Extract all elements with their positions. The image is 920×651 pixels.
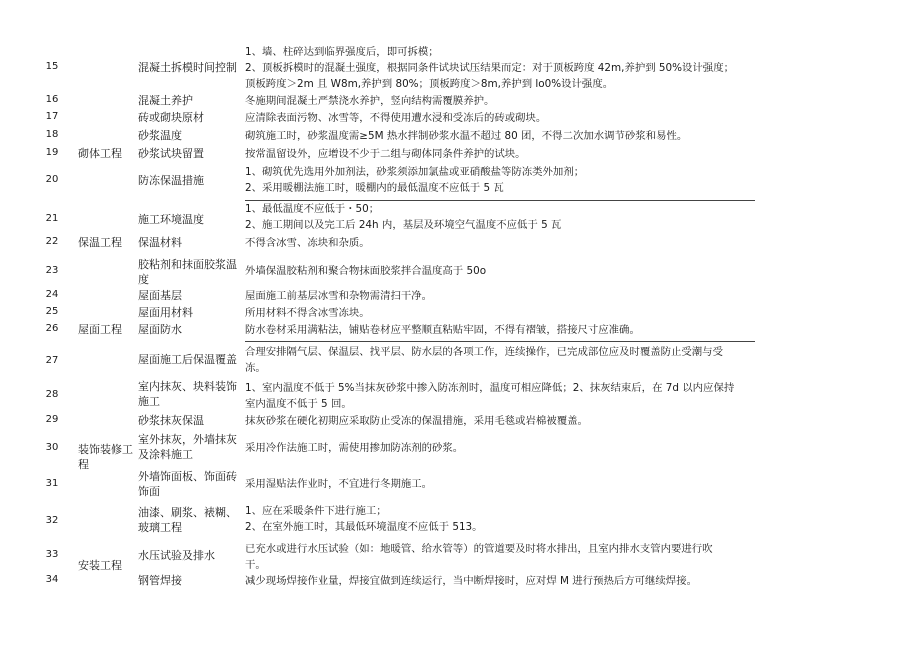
description-cell bbox=[245, 380, 785, 412]
item-cell: 防冻保温措施 bbox=[138, 174, 204, 187]
row-number: 30 bbox=[45, 442, 59, 453]
category-cell: 砌体工程 bbox=[78, 147, 122, 160]
description-cell bbox=[245, 322, 785, 338]
description-cell bbox=[245, 413, 785, 429]
description-cell bbox=[245, 44, 785, 92]
row-number: 33 bbox=[45, 549, 59, 560]
row-number: 31 bbox=[45, 478, 59, 489]
row-number: 15 bbox=[45, 61, 59, 72]
description-cell bbox=[245, 263, 785, 279]
description-cell bbox=[245, 476, 785, 492]
table-row bbox=[0, 413, 920, 431]
item-cell: 钢管焊接 bbox=[138, 574, 182, 587]
item-cell: 外墙饰面板、饰面砖饰面 bbox=[138, 470, 237, 498]
item-cell: 水压试验及排水 bbox=[138, 549, 215, 562]
table-row bbox=[0, 128, 920, 146]
category-cell: 保温工程 bbox=[78, 236, 122, 249]
description-line: 干。 bbox=[245, 559, 266, 571]
description-line: 冬施期间混凝土严禁浇水养护，竖向结构需覆膜养护。 bbox=[245, 95, 495, 107]
row-number: 29 bbox=[45, 414, 59, 425]
description-line: 2、施工期间以及完工后 24h 内，基层及环境空气温度不应低于 5 瓦 bbox=[245, 219, 562, 231]
description-cell bbox=[245, 305, 785, 321]
description-line: 2、在室外施工时，其最低环境温度不应低于 513。 bbox=[245, 521, 483, 533]
item-cell: 屋面防水 bbox=[138, 323, 182, 336]
description-line: 已充水或进行水压试验（如：地暖管、给水管等）的管道要及时将水排出，且室内排水支管内要进行吹 bbox=[245, 543, 713, 555]
description-line: 减少现场焊接作业量，焊接宜做到连续运行，当中断焊接时，应对焊 M 进行预热后方可继续焊接。 bbox=[245, 575, 697, 587]
row-number: 20 bbox=[45, 174, 59, 185]
description-line: 采用冷作法施工时，需使用掺加防冻剂的砂浆。 bbox=[245, 442, 464, 454]
table-row bbox=[0, 110, 920, 128]
row-number: 23 bbox=[45, 265, 59, 276]
table-row bbox=[0, 344, 920, 378]
description-line: 室内温度不低于 5 回。 bbox=[245, 398, 352, 410]
item-cell: 砖或砌块原材 bbox=[138, 111, 204, 124]
description-cell bbox=[245, 110, 785, 126]
description-cell bbox=[245, 235, 785, 251]
category-cell: 安装工程 bbox=[78, 559, 122, 572]
item-cell: 砂浆抹灰保温 bbox=[138, 414, 204, 427]
item-cell: 室外抹灰，外墙抹灰及涂料施工 bbox=[138, 433, 237, 461]
divider-line bbox=[245, 341, 755, 342]
description-line: 采用湿贴法作业时，不宜进行冬期施工。 bbox=[245, 478, 433, 490]
row-number: 28 bbox=[45, 389, 59, 400]
category-cell: 屋面工程 bbox=[78, 323, 122, 336]
row-number: 34 bbox=[45, 574, 59, 585]
table-row bbox=[0, 288, 920, 305]
row-number: 19 bbox=[45, 147, 59, 158]
description-cell bbox=[245, 573, 785, 589]
table-row bbox=[0, 573, 920, 591]
category-cell: 装饰装修工程 bbox=[78, 443, 133, 471]
description-line: 应清除表面污物、冰雪等，不得使用遭水浸和受冻后的砖或砌块。 bbox=[245, 112, 547, 124]
table-row bbox=[0, 431, 920, 471]
row-number: 21 bbox=[45, 213, 59, 224]
description-line: 防水卷材采用满粘法，铺贴卷材应平整顺直粘贴牢固，不得有褶皱，搭接尺寸应准确。 bbox=[245, 324, 640, 336]
description-line: 抹灰砂浆在硬化初期应采取防止受冻的保温措施，采用毛毯或岩棉被覆盖。 bbox=[245, 415, 588, 427]
item-cell: 屋面施工后保温覆盖 bbox=[138, 353, 237, 366]
description-line: 2、采用暖棚法施工时，暖棚内的最低温度不应低于 5 瓦 bbox=[245, 182, 504, 194]
description-cell bbox=[245, 146, 785, 162]
item-cell: 砂浆温度 bbox=[138, 129, 182, 142]
description-line: 不得含冰雪、冻块和杂质。 bbox=[245, 237, 370, 249]
table-row bbox=[0, 235, 920, 255]
table-row bbox=[0, 467, 920, 501]
description-cell bbox=[245, 128, 785, 144]
row-number: 22 bbox=[45, 236, 59, 247]
row-number: 26 bbox=[45, 323, 59, 334]
description-line: 外墙保温胶粘剂和聚合物抹面胶浆拌合温度高于 50o bbox=[245, 265, 487, 277]
description-line: 1、室内温度不低于 5%当抹灰砂浆中掺入防冻剂时，温度可相应降低；2、抹灰结束后，在 7d 以内应保持 bbox=[245, 382, 735, 394]
table-row bbox=[0, 164, 920, 200]
description-line: 砌筑施工时，砂浆温度需≥5M 热水拌制砂浆水温不超过 80 团，不得二次加水调节砂浆和易性。 bbox=[245, 130, 688, 142]
description-cell bbox=[245, 344, 785, 376]
description-line: 按常温留设外，应增设不少于二组与砌体同条件养护的试块。 bbox=[245, 148, 526, 160]
item-cell: 屋面基层 bbox=[138, 289, 182, 302]
row-number: 17 bbox=[45, 111, 59, 122]
description-cell bbox=[245, 164, 785, 196]
table-row bbox=[0, 502, 920, 538]
row-number: 32 bbox=[45, 515, 59, 526]
row-number: 27 bbox=[45, 355, 59, 366]
table-row bbox=[0, 201, 920, 235]
table-row bbox=[0, 93, 920, 110]
table-row bbox=[0, 305, 920, 322]
item-cell: 施工环境温度 bbox=[138, 213, 204, 226]
item-cell: 砂浆试块留置 bbox=[138, 147, 204, 160]
row-number: 16 bbox=[45, 94, 59, 105]
description-line: 1、应在采暖条件下进行施工； bbox=[245, 505, 387, 517]
item-cell: 胶粘剂和抹面胶浆温度 bbox=[138, 258, 237, 286]
table-row bbox=[0, 44, 920, 94]
description-line: 冻。 bbox=[245, 362, 266, 374]
item-cell: 保温材料 bbox=[138, 236, 182, 249]
table-row bbox=[0, 146, 920, 164]
description-line: 1、墙、柱碎达到临界强度后，即可拆模； bbox=[245, 46, 439, 58]
description-line: 1、砌筑优先选用外加剂法，砂浆须添加氯盐或亚硝酸盐等防冻类外加剂； bbox=[245, 166, 585, 178]
table-row bbox=[0, 378, 920, 412]
description-line: 屋面施工前基层冰雪和杂物需清扫干净。 bbox=[245, 290, 433, 302]
description-cell bbox=[245, 93, 785, 109]
description-line: 顶板跨度＞2m 且 W8m,养护到 80%；顶板跨度＞8m,养护到 lo0%设计强度。 bbox=[245, 78, 614, 90]
item-cell: 油漆、刷浆、裱糊、玻璃工程 bbox=[138, 506, 237, 534]
description-cell bbox=[245, 201, 785, 233]
item-cell: 屋面用材料 bbox=[138, 306, 193, 319]
description-line: 所用材料不得含冰雪冻块。 bbox=[245, 307, 370, 319]
description-line: 1、最低温度不应低于・50； bbox=[245, 203, 380, 215]
description-cell bbox=[245, 288, 785, 304]
row-number: 25 bbox=[45, 306, 59, 317]
item-cell: 室内抹灰、块料装饰施工 bbox=[138, 380, 237, 408]
description-cell bbox=[245, 440, 785, 456]
table-row bbox=[0, 256, 920, 288]
item-cell: 混凝土拆模时间控制 bbox=[138, 61, 237, 74]
item-cell: 混凝土养护 bbox=[138, 94, 193, 107]
row-number: 18 bbox=[45, 129, 59, 140]
row-number: 24 bbox=[45, 289, 59, 300]
description-line: 2、顶板拆模时的混凝土强度，根据同条件试块试压结果而定：对于顶板跨度 42m,养护到 50%设计强度； bbox=[245, 62, 734, 74]
table-row bbox=[0, 540, 920, 574]
description-line: 合理安排隔气层、保温层、找平层、防水层的各项工作，连续操作，已完成部位应及时覆盖防止受潮与受 bbox=[245, 346, 723, 358]
description-cell bbox=[245, 503, 785, 535]
description-cell bbox=[245, 541, 785, 573]
table-row bbox=[0, 322, 920, 340]
